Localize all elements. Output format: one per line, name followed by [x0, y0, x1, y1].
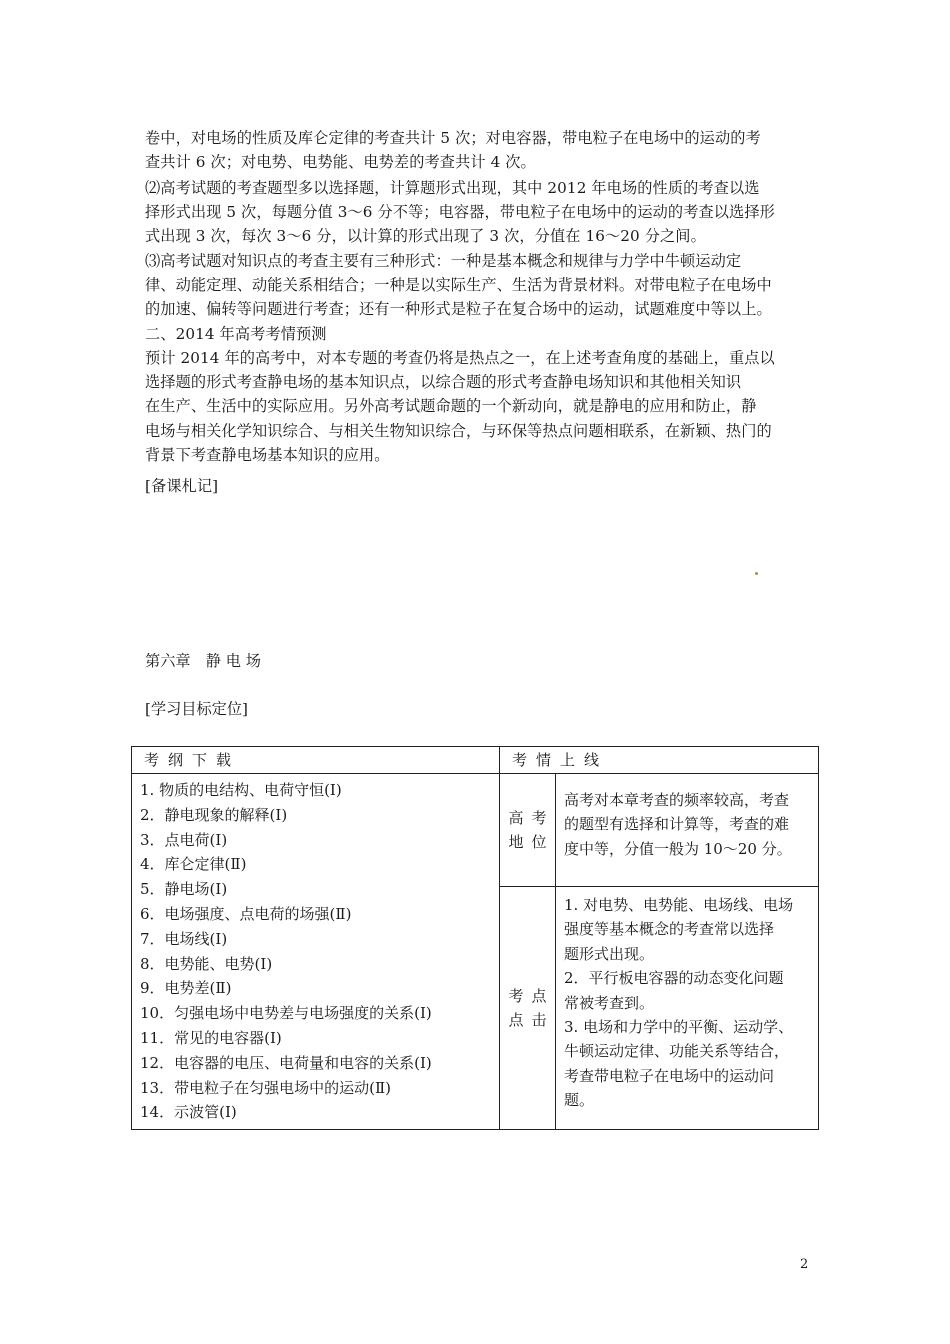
notes-label [145, 474, 813, 498]
text-line: 择形式出现 5 次，每题分值 3～6 分不等；电容器，带电粒子在电场中的运动的考查以选择形 [145, 203, 775, 222]
text-line: 在生产、生活中的实际应用。另外高考试题命题的一个新动向，就是静电的应用和防止，静 [145, 397, 757, 416]
chapter-title: 第六章 静 电 场 [145, 652, 261, 670]
text-line: 的题型有选择和计算等，考查的难 [564, 815, 790, 834]
label-line: 考点 [508, 987, 555, 1006]
header-syllabus: 考纲下载 [132, 747, 500, 774]
text-line: 2．平行板电容器的动态变化问题 [564, 969, 784, 988]
list-item: 7．电场线(Ⅰ) [140, 929, 228, 948]
text-line: 卷中，对电场的性质及库仑定律的考查共计 5 次；对电容器，带电粒子在电场中的运动的考 [145, 129, 761, 147]
text-line: 强度等基本概念的考查常以选择 [564, 920, 775, 939]
paragraph-exam-count [145, 126, 813, 174]
notes-label-text: [备课札记] [145, 477, 219, 495]
paragraph-question-types [145, 176, 813, 249]
text-line: 题。 [564, 1091, 595, 1110]
label-key-points [500, 887, 556, 1130]
paragraph-forms [145, 249, 813, 322]
text-line: 常被考查到。 [564, 993, 655, 1012]
text-line: 查共计 6 次；对电势、电势能、电势差的考查共计 4 次。 [145, 153, 536, 172]
list-item: 3．点电荷(Ⅰ) [140, 830, 228, 849]
text-line: 式出现 3 次，每次 3～6 分，以计算的形式出现了 3 次，分值在 16～20 分之间。 [145, 227, 706, 246]
label-line: 地位 [508, 833, 555, 851]
exam-status-description [556, 774, 819, 887]
list-item: 1. 物质的电结构、电荷守恒(Ⅰ) [140, 781, 342, 799]
list-item: 13．带电粒子在匀强电场中的运动(Ⅱ) [140, 1078, 391, 1097]
stray-dot [755, 572, 758, 575]
list-item: 6．电场强度、点电荷的场强(Ⅱ) [140, 904, 352, 923]
text-line: 选择题的形式考查静电场的基本知识点，以综合题的形式考查静电场知识和其他相关知识 [145, 373, 742, 392]
text-line: 预计 2014 年的高考中，对本专题的考查仍将是热点之一，在上述考查角度的基础上，重点以 [145, 349, 775, 367]
label-line: 点击 [508, 1011, 555, 1030]
list-item: 5．静电场(Ⅰ) [140, 880, 228, 899]
list-item: 11．常见的电容器(Ⅰ) [140, 1028, 282, 1047]
syllabus-list [132, 774, 500, 1130]
text-line: 律、动能定理、动能关系相结合；一种是以实际生产、生活为背景材料。对带电粒子在电场中 [145, 276, 772, 295]
text-line: 背景下考查静电场基本知识的应用。 [145, 445, 390, 464]
text-line: 的加速、偏转等问题进行考查；还有一种形式是粒子在复合场中的运动，试题难度中等以上。 [145, 300, 772, 319]
key-points-description [556, 887, 819, 1130]
text-line: 高考对本章考查的频率较高，考查 [564, 791, 790, 809]
page-number: 2 [800, 1257, 809, 1272]
list-item: 9．电势差(Ⅱ) [140, 979, 232, 998]
list-item: 2．静电现象的解释(Ⅰ) [140, 805, 288, 824]
table-row [132, 774, 819, 887]
heading-text: 二、2014 年高考考情预测 [145, 325, 327, 343]
label-exam-status [500, 774, 556, 887]
text-line: 牛顿运动定律、功能关系等结合， [564, 1042, 790, 1061]
table-header-row [132, 747, 819, 774]
header-exam-status: 考情上线 [500, 747, 819, 774]
syllabus-table [131, 746, 819, 1130]
list-item: 14．示波管(Ⅰ) [140, 1103, 237, 1122]
list-item: 10．匀强电场中电势差与电场强度的关系(Ⅰ) [140, 1004, 432, 1023]
section-heading-forecast [145, 322, 813, 346]
text-line: ⑶高考试题对知识点的考查主要有三种形式：一种是基本概念和规律与力学中牛顿运动定 [145, 252, 742, 270]
list-item: 4．库仑定律(Ⅱ) [140, 855, 247, 874]
list-item: 8．电势能、电势(Ⅰ) [140, 954, 273, 973]
label-line: 高考 [508, 809, 555, 827]
text-line: ⑵高考试题的考查题型多以选择题，计算题形式出现，其中 2012 年电场的性质的考查以选 [145, 179, 760, 197]
text-line: 1. 对电势、电势能、电场线、电场 [564, 896, 794, 914]
text-line: 3. 电场和力学中的平衡、运动学、 [564, 1018, 794, 1037]
text-line: 题形式出现。 [564, 944, 655, 963]
text-line: 度中等，分值一般为 10～20 分。 [564, 839, 792, 858]
list-item: 12．电容器的电压、电荷量和电容的关系(Ⅰ) [140, 1053, 432, 1072]
section-label: [学习目标定位] [145, 700, 248, 718]
text-line: 考查带电粒子在电场中的运动问 [564, 1066, 775, 1085]
text-line: 电场与相关化学知识综合、与相关生物知识综合，与环保等热点问题相联系，在新颖、热门的 [145, 421, 772, 440]
paragraph-forecast [145, 346, 813, 467]
